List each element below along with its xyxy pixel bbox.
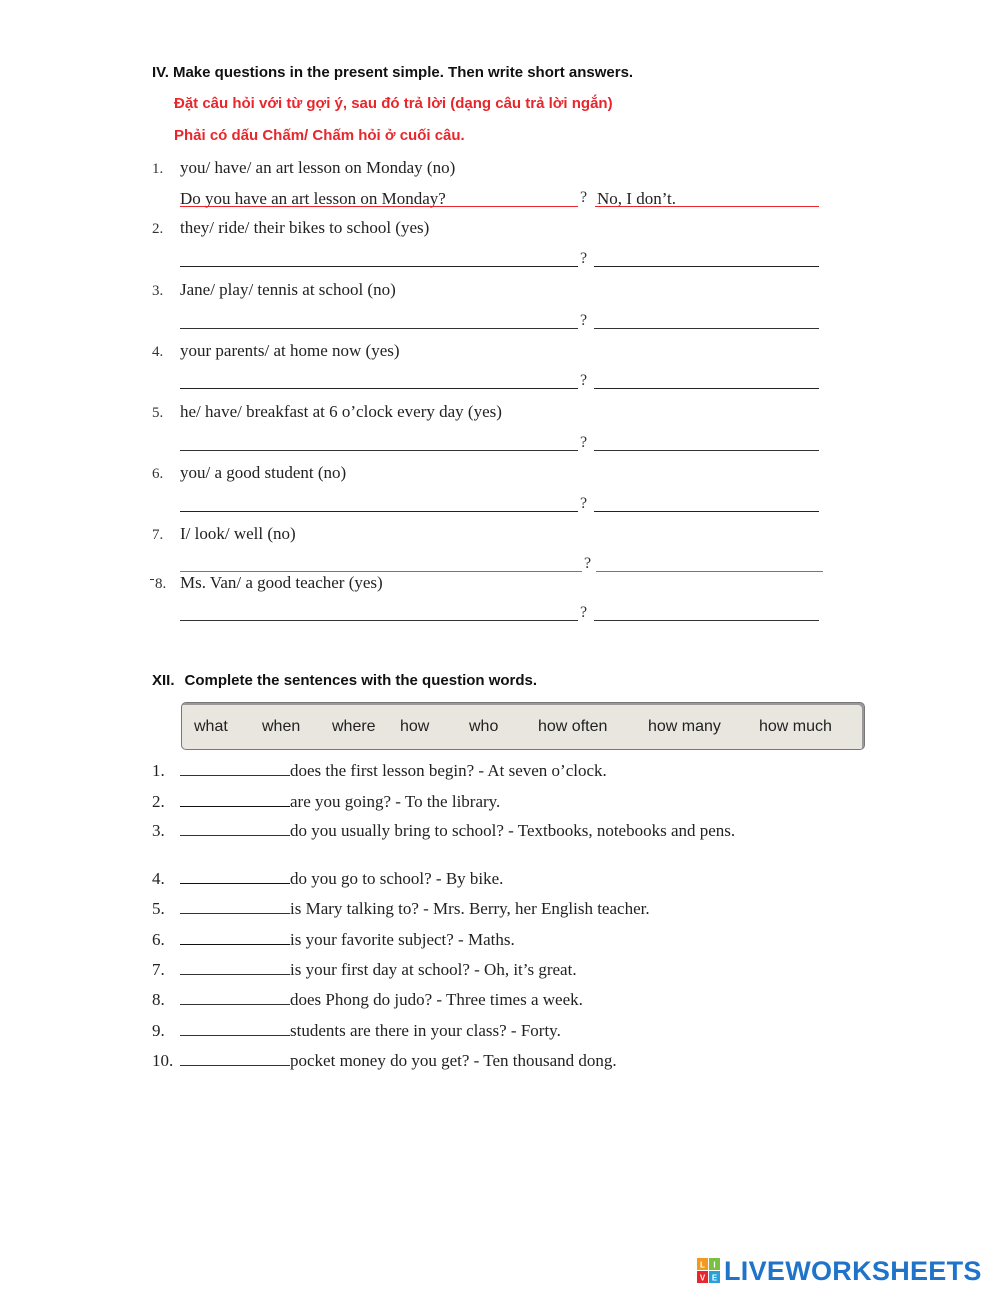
sentence-text: does Phong do judo? - Three times a week.	[290, 990, 583, 1009]
fill-blank[interactable]	[180, 989, 290, 1005]
fill-sentence	[152, 989, 583, 1010]
fill-blank[interactable]	[180, 868, 290, 884]
sentence-number: 5.	[152, 899, 165, 918]
word-bank-item: who	[469, 718, 499, 735]
question-number: 5.	[152, 405, 164, 421]
fill-blank[interactable]	[180, 760, 290, 776]
sentence-text: is your favorite subject? - Maths.	[290, 930, 515, 949]
question-number: 2.	[152, 221, 164, 237]
question-prompt: you/ have/ an art lesson on Monday (no)	[180, 158, 456, 177]
word-bank-item: where	[332, 718, 376, 735]
sentence-text: are you going? - To the library.	[290, 792, 501, 811]
question-number: 4.	[152, 344, 164, 360]
liveworksheets-logo-text: LIVEWORKSHEETS	[724, 1255, 982, 1286]
sentence-text: students are there in your class? - Forty.	[290, 1021, 561, 1040]
sentence-number: 2.	[152, 792, 165, 811]
liveworksheets-logo-icon	[697, 1258, 721, 1284]
fill-blank[interactable]	[180, 959, 290, 975]
sentence-text: does the first lesson begin? - At seven o’clock.	[290, 761, 607, 780]
answer-question-filled[interactable]: Do you have an art lesson on Monday?	[180, 189, 446, 208]
question-number: 6.	[152, 466, 164, 482]
question-mark: ?	[580, 189, 588, 206]
section-4-title: Make questions in the present simple. Then write short answers.	[172, 64, 634, 81]
fill-blank[interactable]	[180, 898, 290, 914]
sentence-text: do you usually bring to school? - Textbooks, notebooks and pens.	[290, 821, 736, 840]
question-number: 3.	[152, 283, 164, 299]
question-mark: ?	[580, 372, 588, 389]
fill-sentence	[152, 760, 607, 781]
section-4-number: IV.	[152, 64, 169, 81]
section-12-title: Complete the sentences with the question words.	[184, 672, 538, 689]
svg-text:E: E	[711, 1273, 718, 1283]
word-bank-box	[181, 702, 865, 750]
fill-blank[interactable]	[180, 1050, 290, 1066]
fill-sentence	[152, 1050, 617, 1071]
short-answer-input-line[interactable]	[594, 620, 819, 621]
svg-text:V: V	[699, 1273, 706, 1283]
sentence-text: is Mary talking to? - Mrs. Berry, her English teacher.	[290, 899, 650, 918]
question-mark: ?	[580, 604, 588, 621]
section-12-heading	[152, 672, 537, 689]
word-bank-item: how many	[648, 718, 721, 735]
answer-input-line[interactable]	[180, 511, 578, 512]
section-4-heading	[152, 64, 633, 81]
fill-sentence	[152, 868, 503, 889]
fill-sentence	[152, 1020, 561, 1041]
short-answer-input-line[interactable]	[596, 571, 823, 572]
short-answer-line	[595, 206, 819, 207]
svg-text:L: L	[700, 1260, 705, 1270]
word-bank-item: how	[400, 718, 430, 735]
sentence-text: is your first day at school? - Oh, it’s great.	[290, 960, 577, 979]
question-mark: ?	[580, 495, 588, 512]
sentence-number: 6.	[152, 930, 165, 949]
fill-sentence	[152, 929, 515, 950]
liveworksheets-logo	[697, 1256, 982, 1286]
question-prompt: you/ a good student (no)	[180, 463, 347, 482]
question-prompt: they/ ride/ their bikes to school (yes)	[180, 218, 430, 237]
fill-blank[interactable]	[180, 1020, 290, 1036]
sentence-number: 3.	[152, 821, 165, 840]
sentence-text: pocket money do you get? - Ten thousand dong.	[290, 1051, 617, 1070]
question-prompt: he/ have/ breakfast at 6 o’clock every day (yes)	[180, 402, 502, 421]
short-answer-input-line[interactable]	[594, 266, 819, 267]
fill-sentence	[152, 959, 577, 980]
answer-input-line[interactable]	[180, 620, 578, 621]
question-number: 1.	[152, 161, 164, 177]
short-answer-input-line[interactable]	[594, 388, 819, 389]
word-bank-item: when	[262, 718, 301, 735]
answer-input-line[interactable]	[180, 571, 582, 572]
short-answer-input-line[interactable]	[594, 328, 819, 329]
sentence-number: 1.	[152, 761, 165, 780]
short-answer-input-line[interactable]	[594, 511, 819, 512]
stray-mark	[150, 579, 154, 580]
word-bank-item: how often	[538, 718, 608, 735]
svg-text:I: I	[713, 1260, 716, 1270]
word-bank-item: what	[194, 718, 228, 735]
fill-sentence	[152, 820, 735, 841]
fill-blank[interactable]	[180, 929, 290, 945]
answer-input-line[interactable]	[180, 450, 578, 451]
sentence-number: 8.	[152, 990, 165, 1009]
fill-blank[interactable]	[180, 820, 290, 836]
sentence-number: 10.	[152, 1051, 174, 1070]
answer-input-line[interactable]	[180, 328, 578, 329]
instruction-line-2: Phải có dấu Chấm/ Chấm hỏi ở cuối câu.	[174, 127, 465, 144]
question-prompt: Ms. Van/ a good teacher (yes)	[180, 573, 383, 592]
question-mark: ?	[580, 250, 588, 267]
section-12-number: XII.	[152, 672, 175, 689]
short-answer-input-line[interactable]	[594, 450, 819, 451]
answer-line	[180, 206, 578, 207]
question-number: 7.	[152, 527, 164, 543]
instruction-line-1: Đặt câu hỏi với từ gợi ý, sau đó trả lời (dạng câu trả lời ngắn)	[174, 95, 613, 112]
fill-blank[interactable]	[180, 791, 290, 807]
question-prompt: I/ look/ well (no)	[180, 524, 296, 543]
sentence-number: 7.	[152, 960, 165, 979]
answer-input-line[interactable]	[180, 266, 578, 267]
question-number: 8.	[155, 576, 167, 592]
answer-input-line[interactable]	[180, 388, 578, 389]
question-mark: ?	[580, 312, 588, 329]
short-answer-filled[interactable]: No, I don’t.	[597, 189, 677, 208]
fill-sentence	[152, 898, 650, 919]
question-prompt: your parents/ at home now (yes)	[180, 341, 400, 360]
fill-sentence	[152, 791, 500, 812]
question-mark: ?	[584, 555, 592, 572]
sentence-number: 9.	[152, 1021, 165, 1040]
sentence-text: do you go to school? - By bike.	[290, 869, 504, 888]
sentence-number: 4.	[152, 869, 165, 888]
word-bank-item: how much	[759, 718, 832, 735]
question-mark: ?	[580, 434, 588, 451]
question-prompt: Jane/ play/ tennis at school (no)	[180, 280, 396, 299]
